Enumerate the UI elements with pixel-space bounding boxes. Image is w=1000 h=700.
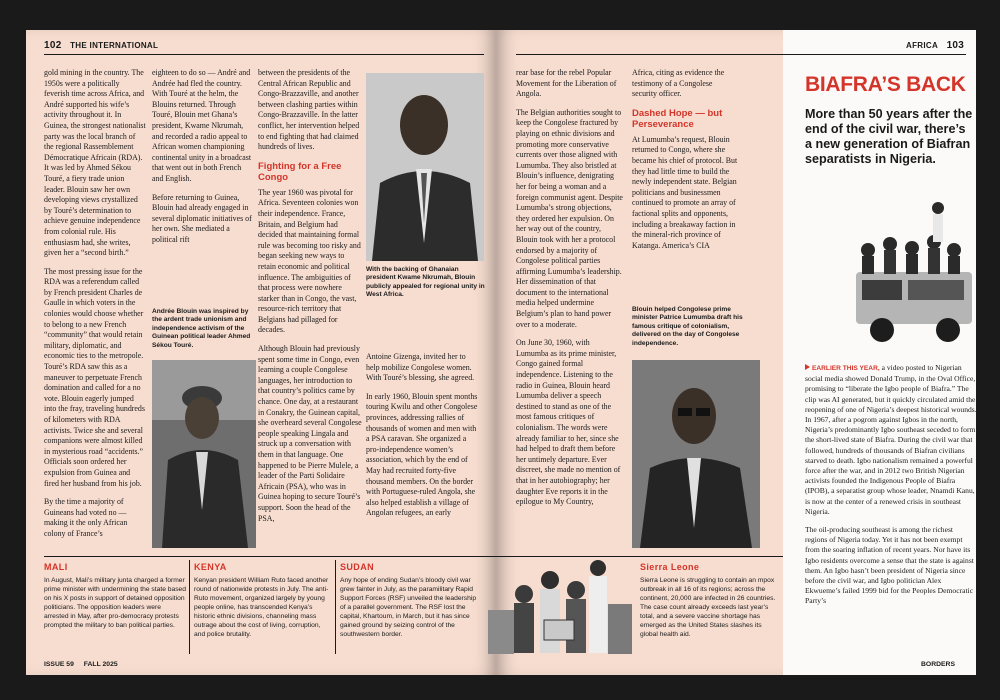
- band-text-sierra-leone: Sierra Leone is struggling to contain an mpox outbreak in all 16 of its regions; across the continent, 20,000 are infected in 26 countries. The case count already exceeds last year’s total, and a severe vaccine shortage has emerged as the United States slashes its global health aid.: [640, 577, 776, 638]
- page-number-right: 103: [946, 40, 965, 51]
- arrow-icon: [805, 364, 810, 370]
- caption-lumumba: Blouin helped Congolese prime minister Patrice Lumumba draft his famous critique of colonialism, delivered on the day of Congolese independence.: [632, 306, 743, 347]
- paragraph: rear base for the rebel Popular Movement for the Liberation of Angola.: [516, 68, 617, 99]
- issue-season: FALL 2025: [83, 661, 118, 668]
- paragraph: eighteen to do so — André and Andrée had fled the country. With Touré at the helm, the Blouins returned. Through Touré, Blouin met Ghana’s president, Kwame Nkrumah, and recorded a radio appeal to African women championing continental unity in a broadcast that went out in both French and English.: [152, 68, 252, 183]
- paragraph: gold mining in the country. The 1950s were a politically feverish time across Africa, and André supported his wife’s activity throughout it. In Guinea, the strongest nationalist party was the local branch of the regional Rassemblement Démocratique Africain (RDA). It was led by Ahmed Sékou Touré, a fiery trade union leader. Blouin saw her own developing views crystallized by Touré’s determination to achieve genuine independence from colonial rule. His enthusiasm had, she writes, given her a “second birth.”: [44, 68, 146, 258]
- column-3: [258, 68, 362, 554]
- header-rule-left: [44, 54, 484, 55]
- subhead-dashed-hope: Dashed Hope — but Perseverance: [632, 107, 723, 130]
- portrait-illustration: [632, 360, 760, 548]
- band-divider: [335, 560, 336, 654]
- section-name-left: THE INTERNATIONAL: [70, 41, 159, 50]
- column-2: [152, 68, 252, 296]
- sidebar-paragraph: The oil-producing southeast is among the richest regions of Nigeria today. Yet it has not been exempt from the soaring inflation of recent years. Nor have its Igbo residents overcome a sense that the state is against them. An Igbo hasn’t been president of Nigeria since before the civil war, and Igbo politician Alex Ekwueme’s failed 1999 bid for the Peoples Democratic Party’s: [805, 525, 974, 606]
- header-rule-right: [516, 54, 966, 55]
- photo-nkrumah: [366, 73, 484, 261]
- band-top-rule: [44, 556, 783, 557]
- paragraph: Africa, citing as evidence the testimony of a Congolese security officer.: [632, 68, 725, 99]
- sidebar-lead-in: EARLIER THIS YEAR,: [805, 365, 880, 372]
- paragraph: The Belgian authorities sought to keep the Congolese fractured by playing on ethnic divisions and promoting more conservative currents over those aligned with Lumumba. They also bristled at Blouin’s influence, denigrating her for being a woman and a foreign communist agent. Despite Lumumba’s strong objections, they ordered her expulsion. On her way out of the country, Blouin took with her a protocol endorsed by a majority of Congolese political parties affirming Lumumba’s leadership. Her dissemination of that document to the international media helped undermine Belgium’s plan to hand power over to a moderate.: [516, 107, 623, 329]
- page-number-left: 102: [44, 40, 62, 51]
- sidebar-deck: More than 50 years after the end of the civil war, there’s a new generation of Biafran separatists in Nigeria.: [805, 107, 973, 166]
- column-6: [632, 68, 738, 314]
- paragraph: The most pressing issue for the RDA was a referendum called by French president Charles de Gaulle in which voters in the colonies would choose whether to belong to a new French “community” that would retain military, diplomatic, and economic ties to the metropole. Touré’s RDA saw this as a maneuver to perpetuate French domination and called for a no vote. Blouin eagerly jumped into the fray, traveling hundreds of kilometers with RDA activists. Twice she and several companions were almost killed in mysterious road “accidents.” Officials soon ordered her expulsion from Guinea and fired her husband from his job.: [44, 266, 145, 488]
- photo-protest-collage: [484, 550, 634, 657]
- paragraph: Before returning to Guinea, Blouin had already engaged in several diplomatic initiatives of her own. She mediated a political rift: [152, 192, 252, 244]
- right-folio: [906, 40, 970, 51]
- footer-issue: [44, 661, 118, 668]
- sidebar-body: [805, 363, 977, 615]
- protest-illustration: [484, 550, 634, 657]
- photo-biafra-truck: [848, 190, 976, 356]
- band-country-sudan: SUDAN: [340, 562, 375, 572]
- portrait-illustration: [152, 360, 256, 548]
- band-country-sierra-leone: Sierra Leone: [640, 562, 700, 572]
- paragraph: Although Blouin had previously spent some time in Congo, even learning a couple Congolese languages, her introduction to that country’s politics came by chance. One day, at a restaurant in Conakry, the Guinean capital, she overheard several Congolese people speaking Lingala and struck up a conversation with them in that language. One happened to be Pierre Mulele, a leader of the Parti Solidaire Africain (PSA), who was in Guinea hoping to secure Touré’s support. Soon the head of the PSA,: [258, 344, 362, 523]
- paragraph: By the time a majority of Guineans had voted no — making it the only African colony of France’s: [44, 497, 128, 538]
- band-text-mali: In August, Mali’s military junta charged a former prime minister with undermining the state based on his X posts in support of detained opposition politicians. The opposition leaders were arrested in May, after pro-democracy protests prompted the military to ban political parties.: [44, 577, 186, 629]
- subhead-free-congo: Fighting for a Free Congo: [258, 160, 342, 183]
- band-text-kenya: Kenyan president William Ruto faced another round of nationwide protests in July. The anti-Ruto movement, organized largely by young people online, has transcended Kenya’s historic ethnic divisions, channeling mass outrage about the cost of living, corruption, and police brutality.: [194, 577, 329, 638]
- band-text-sudan: Any hope of ending Sudan’s bloody civil war grew fainter in July, as the paramilitary Rapid Support Forces (RSF) unveiled the leadership of a parallel government. The RSF lost the capital, Khartoum, in March, but it has since gained ground by seizing control of the southwestern border.: [340, 577, 477, 638]
- issue-number: ISSUE 59: [44, 661, 74, 668]
- paragraph: At Lumumba’s request, Blouin returned to Congo, where she became his chief of protocol. But they had little time to build the newly independent state. Belgian politicians and businessmen continued to promote an array of factional splits and opponents, including a breakaway faction in the mineral-rich province of Katanga. America’s CIA: [632, 134, 738, 250]
- left-folio: [44, 40, 158, 51]
- magazine-spread: [26, 30, 976, 675]
- truck-illustration: [848, 190, 976, 356]
- sidebar-paragraph: EARLIER THIS YEAR, a video posted to Nigerian social media showed Donald Trump, in the Oval Office, promising to “liberate the Igbo people of Biafra.” The clip was AI generated, but it quickly circulated amid the reopening of one of Nigeria’s deepest historical wounds. In 1967, after a pogrom against Igbos in the north, Nigeria’s predominantly Igbo southeast seceded to form the short-lived state of Biafra. During the civil war that followed, hundreds of thousands of Biafran civilians starved to death. Igbo nationalism remained a powerful force after the war, and in 2012 two British Nigerian activists founded the Indigenous People of Biafra (IPOB), a separatist group whose leader, Nnamdi Kanu, is now at the center of a renewed crisis in southeast Nigeria.: [805, 363, 977, 516]
- section-name-right: AFRICA: [906, 41, 939, 50]
- caption-toure: Andrée Blouin was inspired by the ardent trade unionism and independence activism of the Guinean political leader Ahmed Sékou Touré.: [152, 308, 251, 349]
- paragraph: The year 1960 was pivotal for Africa. Seventeen colonies won their independence. France, Britain, and Belgium had decided that maintaining formal rule was becoming too risky and began seeking new ways to retain economic and political influence. The ambiguities of that process were nowhere starker than in Congo, the vast, resource-rich territory that Belgians had pillaged for decades.: [258, 187, 361, 335]
- caption-nkrumah: With the backing of Ghanaian president Kwame Nkrumah, Blouin publicly appealed for regional unity in West Africa.: [366, 266, 485, 299]
- band-country-mali: MALI: [44, 562, 68, 572]
- column-1: [44, 68, 146, 554]
- paragraph: Antoine Gizenga, invited her to help mobilize Congolese women. With Touré’s blessing, she agreed.: [366, 352, 475, 383]
- photo-lumumba: [632, 360, 760, 548]
- column-4: [366, 352, 478, 554]
- sidebar-title: BIAFRA’S BACK: [805, 73, 966, 96]
- photo-toure: [152, 360, 256, 548]
- footer-section: BORDERS: [921, 661, 955, 668]
- paragraph: In early 1960, Blouin spent months touring Kwilu and other Congolese provinces, addressing rallies of thousands of women and men with a PSA caravan. She organized a pro-independence women’s association, which by the end of May had recruited forty-five thousand members. On the border with Portuguese-ruled Angola, she also helped establish a village of Angolan refugees, an early: [366, 391, 478, 518]
- band-divider: [189, 560, 190, 654]
- portrait-illustration: [366, 73, 484, 261]
- column-5: [516, 68, 624, 554]
- paragraph: between the presidents of the Central African Republic and Congo-Brazzaville, and another between clashing parties within Congo-Brazzaville. In the latter conflict, her intervention helped to end fighting that had claimed hundreds of lives.: [258, 68, 360, 152]
- band-country-kenya: KENYA: [194, 562, 227, 572]
- paragraph: On June 30, 1960, with Lumumba as its prime minister, Congo gained formal independence. Listening to the radio in Guinea, Blouin heard Lumumba deliver a speech destined to stand as one of the most famous critiques of colonialism. The words were already familiar to her, since she had helped to draft them before her untimely departure. Ever discreet, she made no mention of that in her autobiography; her daughter Eve reports it in the epilogue to My Country,: [516, 338, 621, 507]
